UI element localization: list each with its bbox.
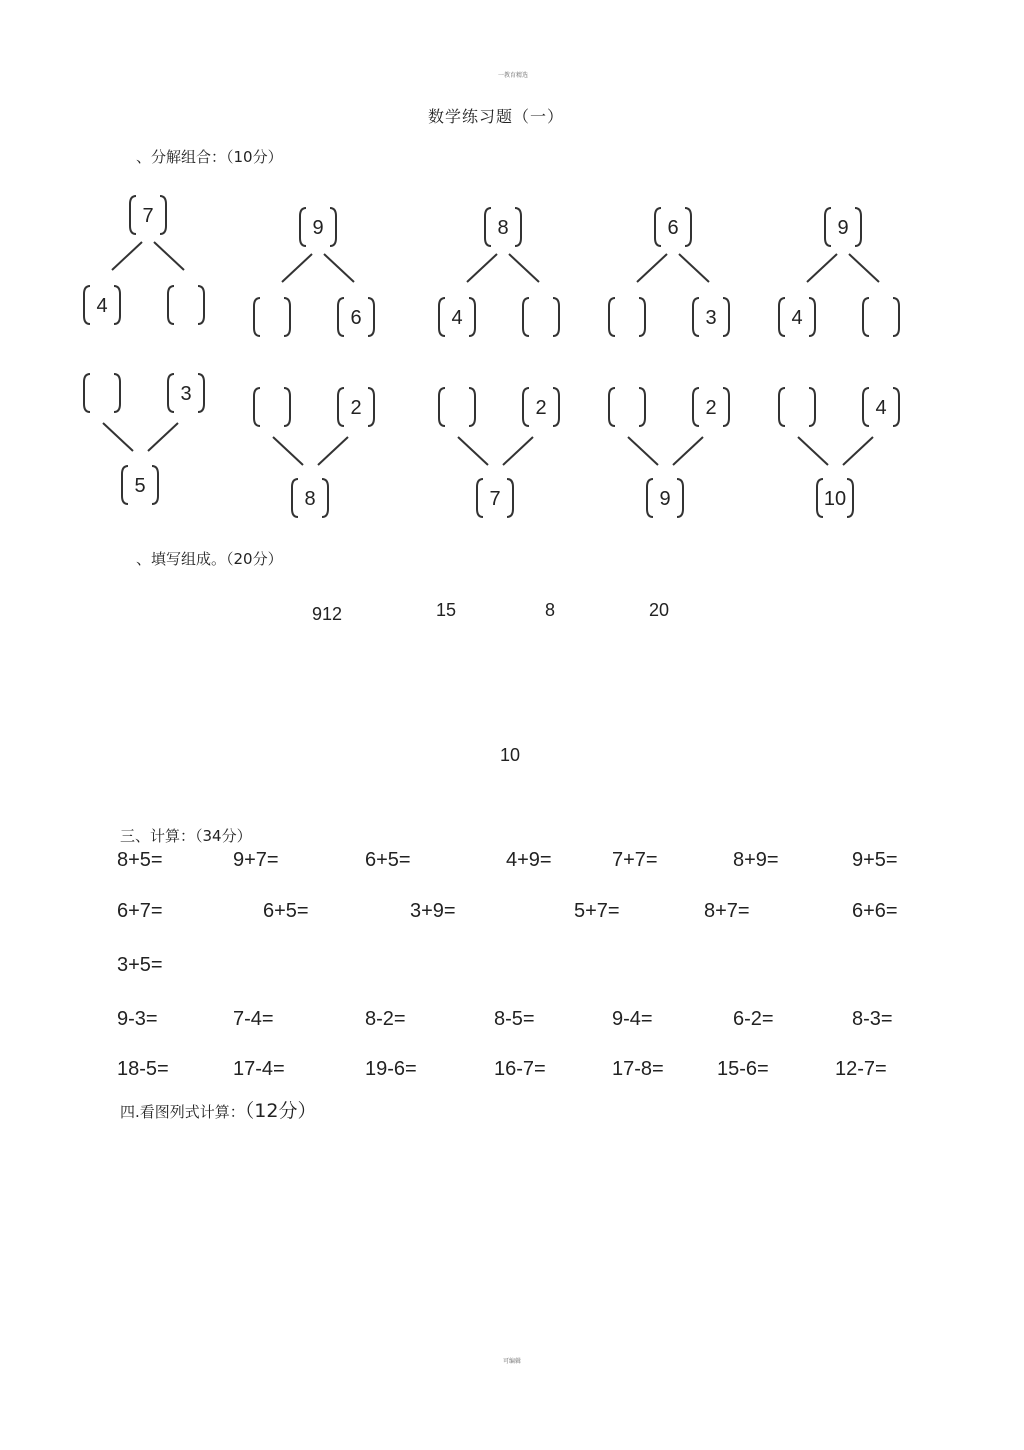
header-note: 一教育精选 [498,72,529,79]
equation: 9+7= [233,849,279,871]
box-number: 2 [535,397,547,419]
bracket-right [507,479,513,517]
box-number: 10 [823,488,847,510]
section4-heading [120,1096,316,1123]
footer-note: 可编辑 [503,1358,522,1365]
bottom-total-box [477,479,513,517]
box-number: 7 [489,488,501,510]
merge-line [503,437,533,465]
split-line [679,254,709,282]
bracket-right [368,388,374,426]
bracket-left [477,479,483,517]
section1-heading: 、分解组合：（10分） [136,148,283,166]
bottom-right-box [693,388,729,426]
bracket-right [198,286,204,324]
bracket-left [485,208,491,246]
bracket-right [368,298,374,336]
bracket-left [863,388,869,426]
top-left-box [609,298,645,336]
equation: 8-3= [852,1008,893,1030]
top-left-box [84,286,120,324]
box-number: 9 [312,217,324,239]
bracket-left [439,388,445,426]
box-number: 4 [451,307,463,329]
bracket-right [723,388,729,426]
bracket-left [863,298,869,336]
bottom-left-box [609,388,645,426]
section4-heading-label: 四.看图列式计算： [120,1103,245,1121]
equation: 15-6= [717,1058,769,1080]
merge-line [273,437,303,465]
bracket-left [523,298,529,336]
bottom-right-box [338,388,374,426]
bracket-left [292,479,298,517]
merge-line [628,437,658,465]
box-number: 6 [667,217,679,239]
bracket-left [693,388,699,426]
top-total-box [655,208,691,246]
bracket-left [338,388,344,426]
bottom-left-box [254,388,290,426]
bottom-left-box [439,388,475,426]
bracket-right [809,388,815,426]
box-number: 3 [705,307,717,329]
split-line [282,254,312,282]
box-number: 4 [875,397,887,419]
equation: 7+7= [612,849,658,871]
bottom-left-box [779,388,815,426]
equation: 6+5= [263,900,309,922]
merge-line [458,437,488,465]
bracket-right [893,298,899,336]
bracket-left [168,374,174,412]
split-line [467,254,497,282]
composition-number-2: 15 [436,600,457,620]
equation: 12-7= [835,1058,887,1080]
equation: 4+9= [506,849,552,871]
bracket-right [322,479,328,517]
bracket-left [130,196,136,234]
bracket-right [160,196,166,234]
equation: 17-4= [233,1058,285,1080]
top-right-box [693,298,729,336]
bracket-left [779,298,785,336]
bottom-right-box [523,388,559,426]
bracket-right [515,208,521,246]
split-line [154,242,184,270]
equation: 6-2= [733,1008,774,1030]
bracket-left [122,466,128,504]
bottom-total-box [647,479,683,517]
bracket-left [84,286,90,324]
bracket-left [523,388,529,426]
bracket-left [817,479,823,517]
bottom-total-box [817,479,853,517]
bracket-right [809,298,815,336]
bracket-left [300,208,306,246]
box-number: 7 [142,205,154,227]
top-total-box [130,196,166,234]
box-number: 8 [497,217,509,239]
bracket-left [254,388,260,426]
merge-line [798,437,828,465]
bottom-right-box [863,388,899,426]
split-line [112,242,142,270]
box-number: 4 [96,295,108,317]
section4-heading-score: （12分） [244,1100,317,1122]
top-right-box [168,286,204,324]
bracket-left [825,208,831,246]
composition-number-5: 10 [500,745,521,765]
equation: 6+6= [852,900,898,922]
equation: 18-5= [117,1058,169,1080]
equation: 8+5= [117,849,163,871]
equation: 7-4= [233,1008,274,1030]
bracket-right [198,374,204,412]
merge-line [843,437,873,465]
equation: 3+9= [410,900,456,922]
composition-number-4: 20 [649,600,670,620]
equation: 9-3= [117,1008,158,1030]
bracket-left [693,298,699,336]
section2-heading: 、填写组成。（20分） [136,550,283,568]
equation: 8+7= [704,900,750,922]
equation: 9-4= [612,1008,653,1030]
box-number: 8 [304,488,316,510]
equation: 8+9= [733,849,779,871]
top-right-box [863,298,899,336]
bracket-right [152,466,158,504]
bracket-right [893,388,899,426]
box-number: 9 [659,488,671,510]
bracket-right [114,374,120,412]
top-total-box [825,208,861,246]
bracket-left [609,298,615,336]
merge-line [148,423,178,451]
bracket-left [439,298,445,336]
bracket-right [639,298,645,336]
composition-number-1: 912 [312,604,343,624]
equation: 6+5= [365,849,411,871]
bracket-right [469,298,475,336]
bottom-total-box [292,479,328,517]
top-left-box [439,298,475,336]
top-left-box [254,298,290,336]
bottom-right-box [168,374,204,412]
bracket-right [685,208,691,246]
box-number: 2 [705,397,717,419]
section3-heading: 三、计算：（34分） [120,827,252,845]
bracket-right [553,388,559,426]
bracket-right [723,298,729,336]
split-line [509,254,539,282]
equation: 19-6= [365,1058,417,1080]
split-line [807,254,837,282]
bracket-right [330,208,336,246]
equation: 6+7= [117,900,163,922]
equation: 16-7= [494,1058,546,1080]
bracket-right [639,388,645,426]
bracket-right [847,479,853,517]
split-line [637,254,667,282]
split-line [324,254,354,282]
split-line [849,254,879,282]
bottom-left-box [84,374,120,412]
decomposition-diagrams [0,180,1024,530]
bracket-left [254,298,260,336]
equation: 8-5= [494,1008,535,1030]
bracket-right [469,388,475,426]
bracket-left [338,298,344,336]
bracket-right [855,208,861,246]
bracket-left [609,388,615,426]
bracket-right [677,479,683,517]
merge-line [673,437,703,465]
top-right-box [338,298,374,336]
top-left-box [779,298,815,336]
bottom-total-box [122,466,158,504]
bracket-left [779,388,785,426]
box-number: 2 [350,397,362,419]
equation: 5+7= [574,900,620,922]
bracket-right [114,286,120,324]
merge-line [318,437,348,465]
bracket-left [168,286,174,324]
box-number: 3 [180,383,192,405]
equation: 3+5= [117,954,163,976]
composition-number-3: 8 [545,600,556,620]
bracket-right [284,388,290,426]
bracket-left [647,479,653,517]
equation: 17-8= [612,1058,664,1080]
equation: 8-2= [365,1008,406,1030]
box-number: 5 [134,475,146,497]
page-title: 数学练习题（一） [428,107,565,126]
top-total-box [485,208,521,246]
bracket-left [84,374,90,412]
box-number: 9 [837,217,849,239]
bracket-right [553,298,559,336]
top-right-box [523,298,559,336]
box-number: 4 [791,307,803,329]
box-number: 6 [350,307,362,329]
top-total-box [300,208,336,246]
bracket-left [655,208,661,246]
equation: 9+5= [852,849,898,871]
merge-line [103,423,133,451]
bracket-right [284,298,290,336]
